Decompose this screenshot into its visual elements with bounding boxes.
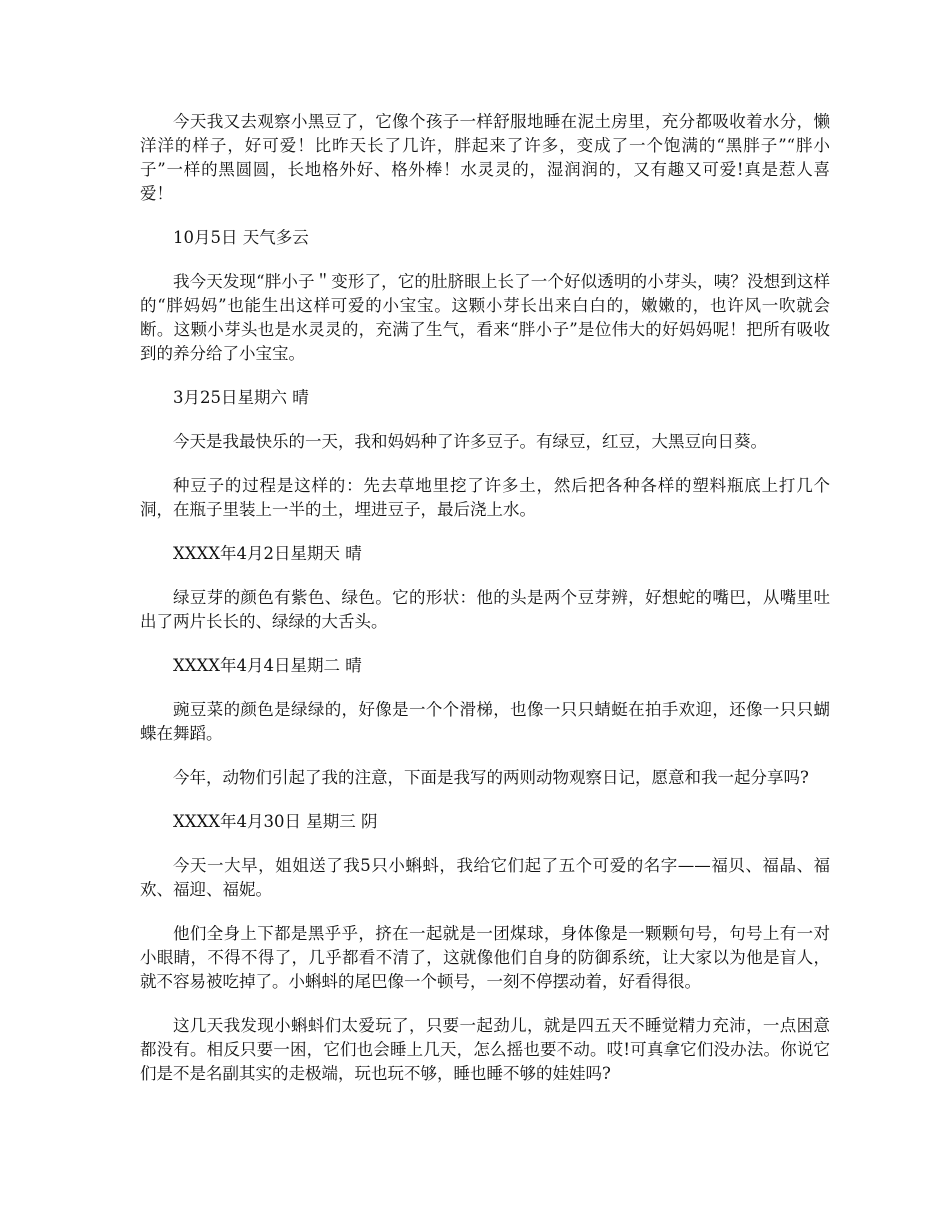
diary-date-heading: XXXX年4月30日 星期三 阴: [173, 812, 378, 831]
diary-date-heading: XXXX年4月2日星期天 晴: [173, 544, 362, 563]
paragraph: 他们全身上下都是黑乎乎，挤在一起就是一团煤球，身体像是一颗颗句号，句号上有一对小眼睛，不得不得了，几乎都看不清了，这就像他们自身的防御系统，让大家以为他是盲人，就不容易被吃掉了。小蝌蚪的尾巴像一个顿号，一刻不停摆动着，好看得很。: [140, 924, 830, 991]
paragraph: 今天我又去观察小黑豆了，它像个孩子一样舒服地睡在泥土房里，充分都吸收着水分，懒洋洋的样子，好可爱！比昨天长了几许，胖起来了许多，变成了一个饱满的“黑胖子”“胖小子”一样的黑圆圆，长地格外好、格外棒！水灵灵的，湿润润的，又有趣又可爱!真是惹人喜爱！: [140, 112, 830, 203]
paragraph: 今天是我最快乐的一天，我和妈妈种了许多豆子。有绿豆，红豆，大黑豆向日葵。: [173, 432, 767, 451]
diary-date-heading: 3月25日星期六 晴: [173, 388, 309, 407]
diary-date-heading: XXXX年4月4日星期二 晴: [173, 656, 362, 675]
paragraph: 今年，动物们引起了我的注意，下面是我写的两则动物观察日记，愿意和我一起分享吗?: [173, 768, 809, 787]
paragraph: 豌豆菜的颜色是绿绿的，好像是一个个滑梯，也像一只只蜻蜓在拍手欢迎，还像一只只蝴蝶在舞蹈。: [140, 700, 830, 743]
paragraph: 今天一大早，姐姐送了我5只小蝌蚪，我给它们起了五个可爱的名字——福贝、福晶、福欢、福迎、福妮。: [140, 856, 830, 899]
paragraph: 我今天发现“胖小子＂变形了，它的肚脐眼上长了一个好似透明的小芽头，咦？没想到这样的“胖妈妈”也能生出这样可爱的小宝宝。这颗小芽长出来白白的，嫩嫩的，也许风一吹就会断。这颗小芽头也是水灵灵的，充满了生气，看来“胖小子”是位伟大的好妈妈呢！把所有吸收到的养分给了小宝宝。: [140, 272, 830, 363]
document-body: [140, 110, 830, 1106]
diary-date-heading: 10月5日 天气多云: [173, 228, 309, 247]
paragraph: 种豆子的过程是这样的：先去草地里挖了许多土，然后把各种各样的塑料瓶底上打几个洞，在瓶子里装上一半的土，埋进豆子，最后浇上水。: [140, 476, 830, 519]
paragraph: 这几天我发现小蝌蚪们太爱玩了，只要一起劲儿，就是四五天不睡觉精力充沛，一点困意都没有。相反只要一困，它们也会睡上几天，怎么摇也要不动。哎!可真拿它们没办法。你说它们是不是名副其实的走极端，玩也玩不够，睡也睡不够的娃娃吗?: [140, 1016, 830, 1083]
paragraph: 绿豆芽的颜色有紫色、绿色。它的形状：他的头是两个豆芽辨，好想蛇的嘴巴，从嘴里吐出了两片长长的、绿绿的大舌头。: [140, 588, 830, 631]
